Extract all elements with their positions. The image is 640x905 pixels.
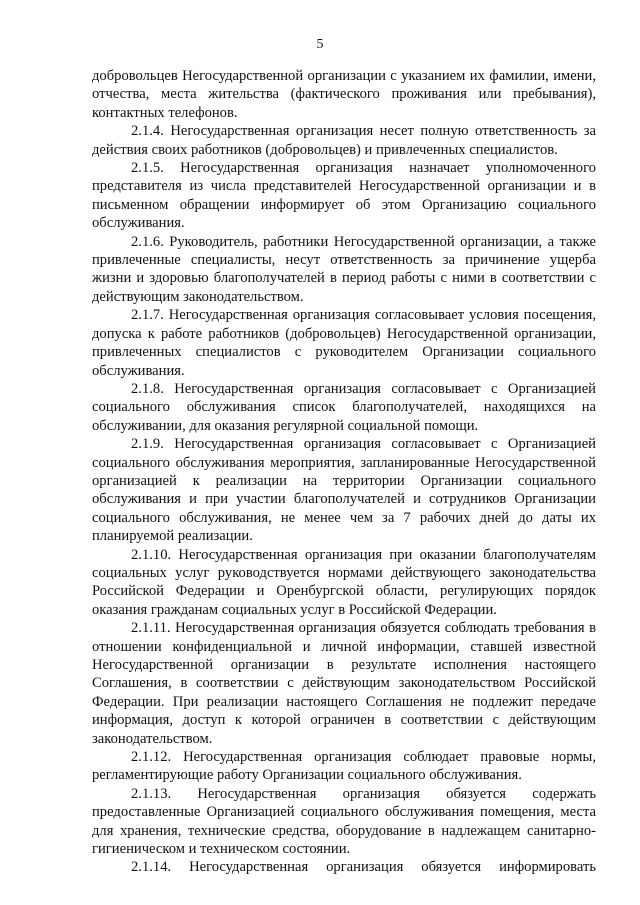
- paragraph-2-1-4: 2.1.4. Негосударственная организация несет полную ответственность за действия своих работников (добровольцев) и привлеченных специалистов.: [92, 123, 596, 158]
- paragraph-2-1-5: 2.1.5. Негосударственная организация назначает уполномоченного представителя из числа представителей Негосударственной организации и в письменном обращении информирует об этом Организацию социального обслуживания.: [92, 160, 596, 232]
- paragraph-2-1-7: 2.1.7. Негосударственная организация согласовывает условия посещения, допуска к работе работников (добровольцев) Негосударственной организации, привлеченных специалистов с руководителем Организации социального обслуживания.: [92, 307, 596, 379]
- page-number: 5: [316, 37, 324, 52]
- paragraph-2-1-14: 2.1.14. Негосударственная организация обязуется информировать: [131, 859, 596, 876]
- paragraph-2-1-13: 2.1.13. Негосударственная организация обязуется содержать предоставленные Организацией социального обслуживания помещения, места для хранения, технические средства, оборудование в надлежащем санитарно-гигиеническом и техническом состоянии.: [92, 785, 596, 858]
- paragraph-2-1-11: 2.1.11. Негосударственная организация обязуется соблюдать требования в отношении конфиденциальной и личной информации, ставшей известной Негосударственной организации в результате исполнения настоящего Соглашения, в соответствии с действующим законодательством Российской Федерации. При реализации настоящего Соглашения не подлежит передаче информация, доступ к которой ограничен в соответствии с действующим законодательством.: [92, 620, 596, 747]
- paragraph-2-1-9: 2.1.9. Негосударственная организация согласовывает с Организацией социального обслуживания мероприятия, запланированные Негосударственной организацией к реализации на территории Организации социального обслуживания и при участии благополучателей и сотрудников Организации социального обслуживания, не менее чем за 7 рабочих дней до даты их планируемой реализации.: [92, 436, 596, 545]
- paragraph-2-1-6: 2.1.6. Руководитель, работники Негосударственной организации, а также привлеченные специалисты, несут ответственность за причинение ущерба жизни и здоровью благополучателей в период работы с ними в соответствии с действующим законодательством.: [92, 233, 596, 305]
- document-body: [92, 67, 596, 877]
- paragraph-2-1-10: 2.1.10. Негосударственная организация при оказании благополучателям социальных услуг руководствуется нормами действующего законодательства Российской Федерации и Оренбургской области, регулирующих порядок оказания гражданам социальных услуг в Российской Федерации.: [92, 546, 596, 618]
- paragraph-2-1-12: 2.1.12. Негосударственная организация соблюдает правовые нормы, регламентирующие работу Организации социального обслуживания.: [92, 749, 596, 784]
- paragraph-2-1-8: 2.1.8. Негосударственная организация согласовывает с Организацией социального обслуживания список благополучателей, находящихся на обслуживании, для оказания регулярной социальной помощи.: [92, 380, 596, 434]
- paragraph-continuation: добровольцев Негосударственной организации с указанием их фамилии, имени, отчества, места жительства (фактического проживания или пребывания), контактных телефонов.: [92, 68, 596, 121]
